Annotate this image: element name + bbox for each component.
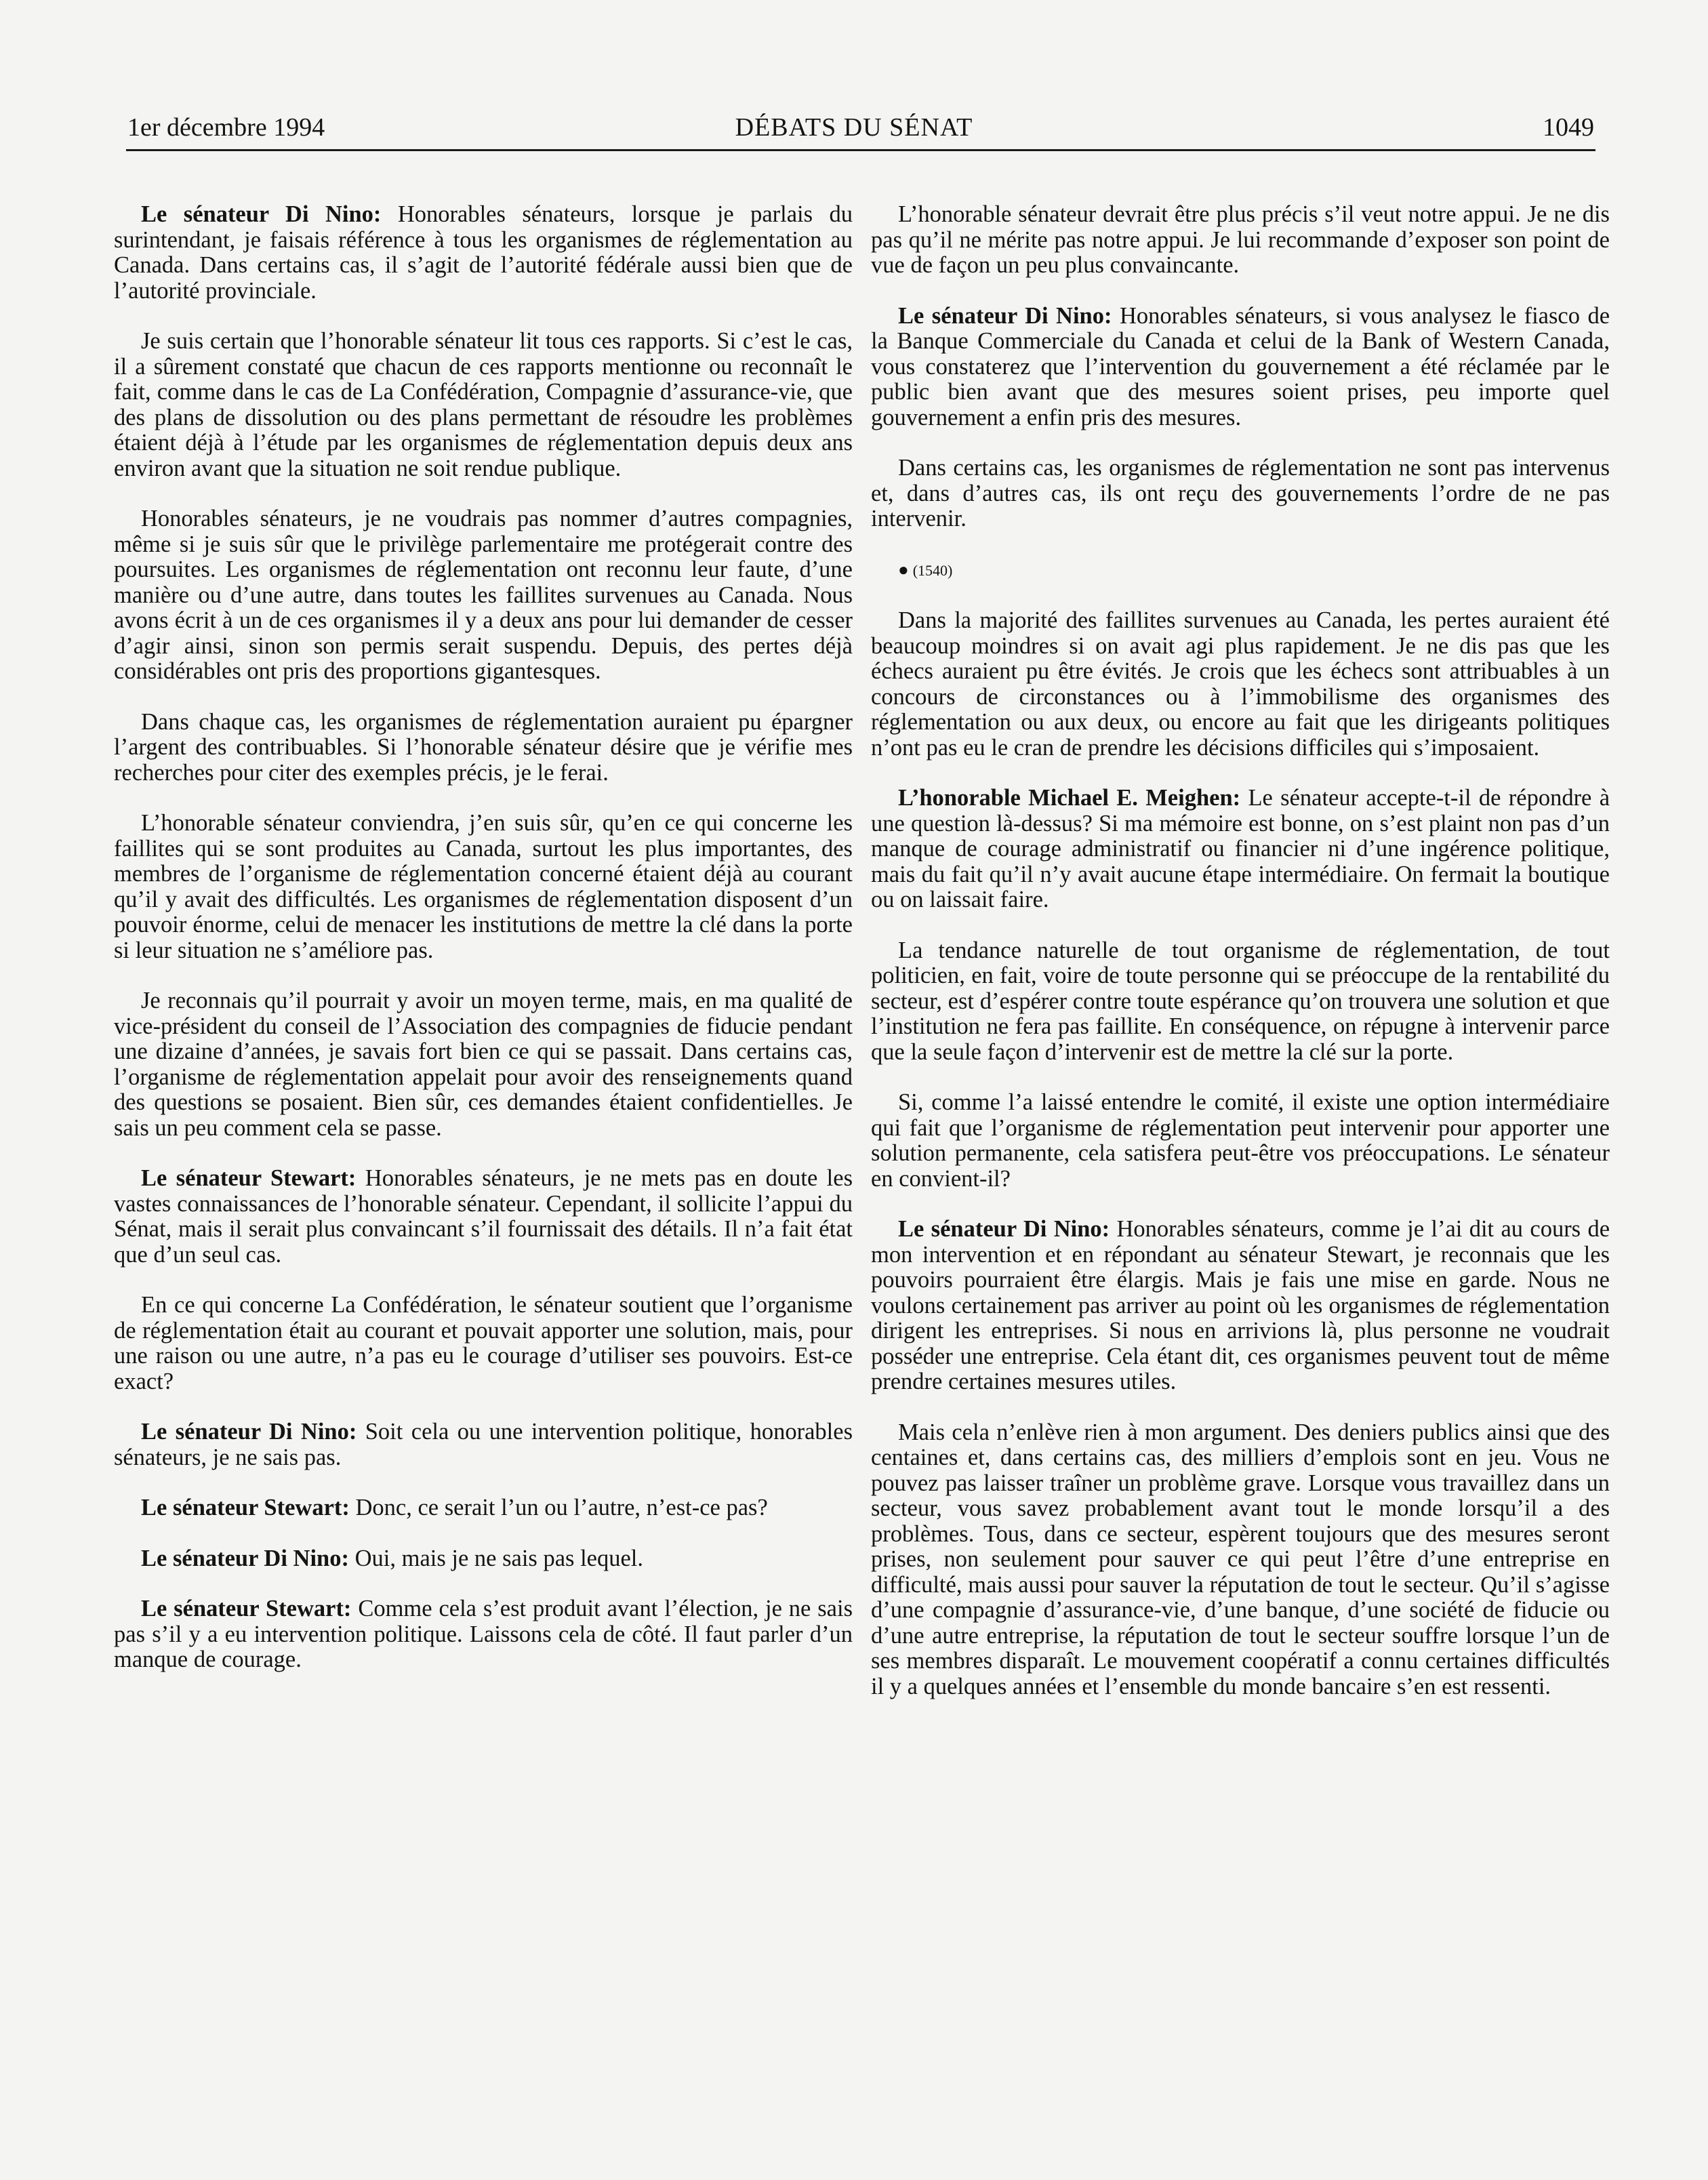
bullet-icon: ● xyxy=(898,559,909,580)
speaker-name: Le sénateur Stewart: xyxy=(141,1165,357,1191)
header-date: 1er décembre 1994 xyxy=(127,113,325,142)
paragraph xyxy=(871,202,1610,279)
paragraph-text: En ce qui concerne La Confédération, le sénateur soutient que l’organisme de réglementation était au courant et pouvait apporter une solution, mais, pour une raison ou une autre, n’a pas eu le courage d’utiliser ses pouvoirs. Est-ce exact? xyxy=(114,1292,853,1394)
paragraph-text: Honorables sénateurs, si vous analysez le fiasco de la Banque Commerciale du Canada et celui de la Bank of Western Canada, vous constaterez que l’intervention du gouvernement a été réclamée par le public bien avant que des mesures soient prises, peu importe quel gouvernement a enfin pris des mesures. xyxy=(871,302,1610,430)
paragraph-text: Je suis certain que l’honorable sénateur lit tous ces rapports. Si c’est le cas, il a sûrement constaté que chacun de ces rapports mentionne ou reconnaît le fait, comme dans le cas de La Confédération, Compagnie d’assurance-vie, que des plans de dissolution ou des plans permettant de résoudre les problèmes étaient déjà à l’étude par les organismes de réglementation depuis deux ans environ avant que la situation ne soit rendue publique. xyxy=(114,328,853,481)
paragraph xyxy=(114,710,853,786)
paragraph xyxy=(114,1419,853,1470)
paragraph-text: Le sénateur accepte-t-il de répondre à une question là-dessus? Si ma mémoire est bonne, on s’est plaint non pas d’un manque de courage administratif ou financier ni d’une ingérence politique, mais du fait qu’il n’y avait aucune étape intermédiaire. On fermait la boutique ou on laissait faire. xyxy=(871,785,1610,912)
paragraph xyxy=(871,786,1610,913)
left-column xyxy=(114,202,853,1698)
paragraph-text: Donc, ce serait l’un ou l’autre, n’est-ce pas? xyxy=(355,1495,768,1520)
paragraph xyxy=(871,608,1610,761)
paragraph-text: Mais cela n’enlève rien à mon argument. Des deniers publics ainsi que des centaines et, dans certains cas, des milliers d’emplois sont en jeu. Vous ne pouvez pas laisser traîner un problème grave. Lorsque vous travaillez dans un secteur, vous savez probablement avant tout le monde lorsqu’il a des problèmes. Tous, dans ce secteur, espèrent toujours que des mesures seront prises, non seulement pour sauver ce qui peut l’être d’une entreprise en difficulté, mais aussi pour sauver la réputation de tout le secteur. Qu’il s’agisse d’une compagnie d’assurance-vie, d’une banque, d’une société de fiducie ou d’une autre entreprise, la réputation de tout le secteur souffre lorsque l’un de ses membres disparaît. Le mouvement coopératif a connu certaines difficultés il y a quelques années et l’ensemble du monde bancaire s’en est ressenti. xyxy=(871,1419,1610,1699)
paragraph xyxy=(114,1495,853,1521)
paragraph-text: La tendance naturelle de tout organisme de réglementation, de tout politicien, en fait, voire de toute personne qui se préoccupe de la rentabilité du secteur, est d’espérer contre toute espérance qu’on trouvera une solution et que l’institution ne fera pas faillite. En conséquence, on répugne à intervenir parce que la seule façon d’intervenir est de mettre la clé sur la porte. xyxy=(871,937,1610,1065)
paragraph xyxy=(114,988,853,1141)
paragraph-text: Honorables sénateurs, je ne voudrais pas nommer d’autres compagnies, même si je suis sûr que le privilège parlementaire me protégerait contre des poursuites. Les organismes de réglementation ont reconnu leur faute, d’une manière ou d’une autre, dans toutes les faillites survenues au Canada. Nous avons écrit à un de ces organismes il y a deux ans pour lui demander de cesser d’agir ainsi, sinon son permis serait suspendu. Depuis, des pertes déjà considérables ont pris des proportions gigantesques. xyxy=(114,506,853,684)
paragraph-text: Soit cela ou une intervention politique, honorables sénateurs, je ne sais pas. xyxy=(114,1419,853,1470)
paragraph xyxy=(114,1546,853,1572)
paragraph-text: Honorables sénateurs, lorsque je parlais du surintendant, je faisais référence à tous les organismes de réglementation au Canada. Dans certains cas, il s’agit de l’autorité fédérale aussi bien que de l’autorité provinciale. xyxy=(114,201,853,304)
paragraph xyxy=(871,456,1610,532)
paragraph-text: Dans chaque cas, les organismes de réglementation auraient pu épargner l’argent des contribuables. Si l’honorable sénateur désire que je vérifie mes recherches pour citer des exemples précis, je le ferai. xyxy=(114,708,853,786)
paragraph xyxy=(114,811,853,963)
paragraph xyxy=(871,304,1610,431)
paragraph xyxy=(114,506,853,685)
paragraph-text: Dans la majorité des faillites survenues au Canada, les pertes auraient été beaucoup moindres si on avait agi plus rapidement. Je ne dis pas que les échecs auraient pu être évités. Je crois que les échecs sont attribuables à un concours de circonstances ou à l’immobilisme des organismes des réglementation ou aux deux, ou encore au fait que les dirigeants politiques n’ont pas eu le cran de prendre les décisions difficiles qui s’imposaient. xyxy=(871,607,1610,761)
paragraph xyxy=(114,1166,853,1268)
paragraph xyxy=(114,1596,853,1673)
speaker-name: Le sénateur Di Nino: xyxy=(141,1419,357,1445)
paragraph-text: Comme cela s’est produit avant l’élection, je ne sais pas s’il y a eu intervention politique. Laissons cela de côté. Il faut parler d’un manque de courage. xyxy=(114,1596,853,1672)
right-column xyxy=(871,202,1610,1724)
paragraph-text: Dans certains cas, les organismes de réglementation ne sont pas intervenus et, dans d’autres cas, ils ont reçu des gouvernements l’ordre de ne pas intervenir. xyxy=(871,455,1610,531)
speaker-name: Le sénateur Di Nino: xyxy=(898,1216,1110,1242)
speaker-name: Le sénateur Di Nino: xyxy=(141,201,382,227)
speaker-name: Le sénateur Di Nino: xyxy=(141,1545,349,1571)
time-marker xyxy=(871,557,1610,584)
header-title: DÉBATS DU SÉNAT xyxy=(735,113,973,142)
paragraph-text: Honorables sénateurs, je ne mets pas en doute les vastes connaissances de l’honorable sénateur. Cependant, il sollicite l’appui du Sénat, mais il serait plus convaincant s’il fournissait des détails. Il n’a fait état que d’un seul cas. xyxy=(114,1165,853,1268)
paragraph xyxy=(871,1217,1610,1395)
speaker-name: Le sénateur Stewart: xyxy=(141,1495,350,1520)
paragraph-text: Si, comme l’a laissé entendre le comité, il existe une option intermédiaire qui fait que l’organisme de réglementation peut intervenir pour apporter une solution permanente, cela satisfera peut-être vos préoccupations. Le sénateur en convient-il? xyxy=(871,1089,1610,1192)
paragraph-text: L’honorable sénateur conviendra, j’en suis sûr, qu’en ce qui concerne les faillites qui se sont produites au Canada, surtout les plus importantes, des membres de l’organisme de réglementation concerné étaient déjà au courant qu’il y avait des difficultés. Les organismes de réglementation disposent d’un pouvoir énorme, celui de menacer les institutions de mettre la clé dans la porte si leur situation ne s’améliore pas. xyxy=(114,810,853,963)
time-marker-text: (1540) xyxy=(912,561,953,579)
paragraph xyxy=(871,1420,1610,1700)
paragraph xyxy=(871,938,1610,1066)
paragraph-text: L’honorable sénateur devrait être plus précis s’il veut notre appui. Je ne dis pas qu’il ne mérite pas notre appui. Je lui recommande d’exposer son point de vue de façon un peu plus convaincante. xyxy=(871,201,1610,278)
paragraph-text: Oui, mais je ne sais pas lequel. xyxy=(354,1545,644,1571)
paragraph xyxy=(114,329,853,481)
paragraph xyxy=(114,202,853,304)
speaker-name: L’honorable Michael E. Meighen: xyxy=(898,785,1241,811)
speaker-name: Le sénateur Stewart: xyxy=(141,1596,352,1621)
header-page-number: 1049 xyxy=(1543,113,1594,142)
paragraph-text: Honorables sénateurs, comme je l’ai dit au cours de mon intervention et en répondant au sénateur Stewart, je reconnais que les pouvoirs pourraient être élargis. Mais je fais une mise en garde. Nous ne voulons certainement pas arriver au point où les organismes de réglementation dirigent les entreprises. Si nous en arrivions là, plus personne ne voudrait posséder une entreprise. Cela étant dit, ces organismes peuvent tout de même prendre certaines mesures utiles. xyxy=(871,1216,1610,1394)
speaker-name: Le sénateur Di Nino: xyxy=(898,302,1112,329)
paragraph xyxy=(871,1090,1610,1192)
paragraph-text: Je reconnais qu’il pourrait y avoir un moyen terme, mais, en ma qualité de vice-président du conseil de l’Association des compagnies de fiducie pendant une dizaine d’années, je savais fort bien ce qui se passait. Dans certains cas, l’organisme de réglementation appelait pour avoir des renseignements quand des questions se posaient. Bien sûr, ces demandes étaient confidentielles. Je sais un peu comment cela se passe. xyxy=(114,988,853,1141)
paragraph xyxy=(114,1293,853,1394)
header-rule xyxy=(126,149,1595,151)
